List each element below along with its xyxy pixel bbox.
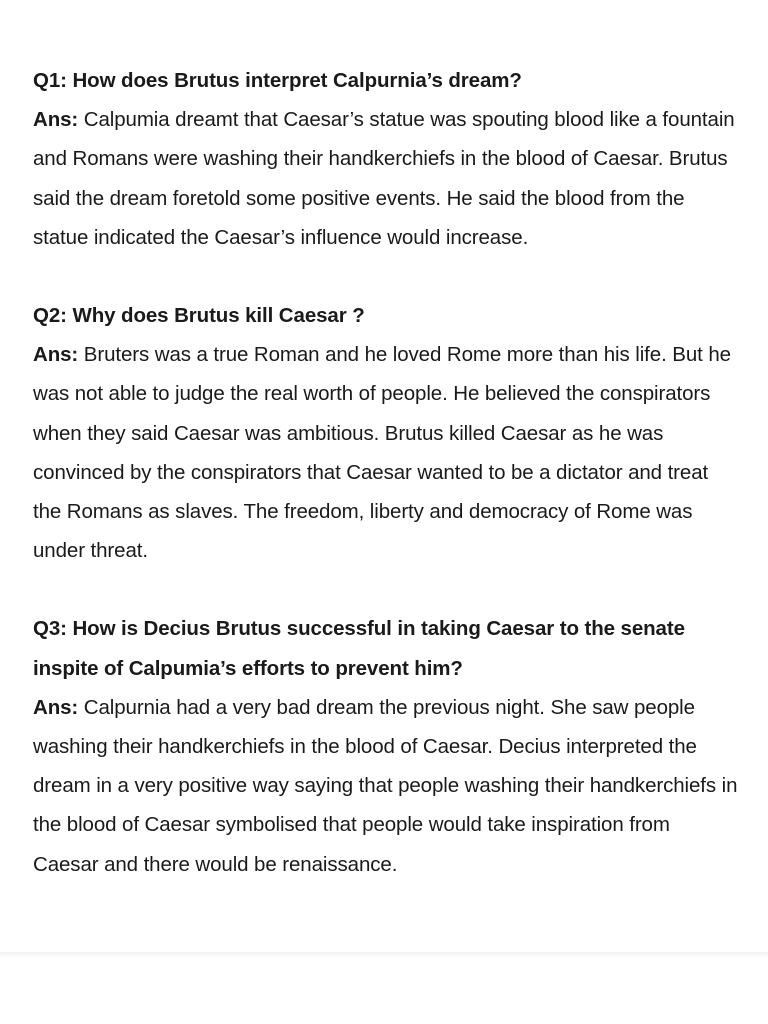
answer-label-1: Ans: <box>33 108 79 132</box>
answer-text-2: Bruters was a true Roman and he loved Rome more than his life. But he was not able to judge the real worth of people. He believed the conspirators when they said Caesar was ambitious. Brutus killed Caesar as he was convinced by the conspirators that Caesar wanted to be a dictator and treat the Romans as slaves. The freedom, liberty and democracy of Rome was under threat. <box>33 343 731 563</box>
answer-text-3: Calpurnia had a very bad dream the previous night. She saw people washing their handkerchiefs in the blood of Caesar. Decius interpreted the dream in a very positive way saying that people washing their handkerchiefs in the blood of Caesar symbolised that people would take inspiration from Caesar and there would be renaissance. <box>33 695 738 876</box>
qa-item-1 <box>33 61 738 257</box>
question-1: Q1: How does Brutus interpret Calpurnia’s dream? <box>33 69 522 92</box>
answer-text-1: Calpumia dreamt that Caesar’s statue was spouting blood like a fountain and Romans were washing their handkerchiefs in the blood of Caesar. Brutus said the dream foretold some positive events. He said the blood from the statue indicated the Caesar’s influence would increase. <box>33 108 735 249</box>
answer-label-3: Ans: <box>33 695 79 719</box>
qa-item-3 <box>33 609 738 883</box>
answer-1 <box>33 100 738 257</box>
question-2: Q2: Why does Brutus kill Caesar ? <box>33 304 365 328</box>
answer-label-2: Ans: <box>33 343 79 367</box>
question-3: Q3: How is Decius Brutus successful in taking Caesar to the senate inspite of Calpumia’s efforts to prevent him? <box>33 617 685 680</box>
document-body <box>33 61 738 923</box>
answer-3 <box>33 688 738 884</box>
page-bottom-shadow <box>0 952 768 1024</box>
answer-2 <box>33 335 738 570</box>
qa-item-2 <box>33 296 738 570</box>
